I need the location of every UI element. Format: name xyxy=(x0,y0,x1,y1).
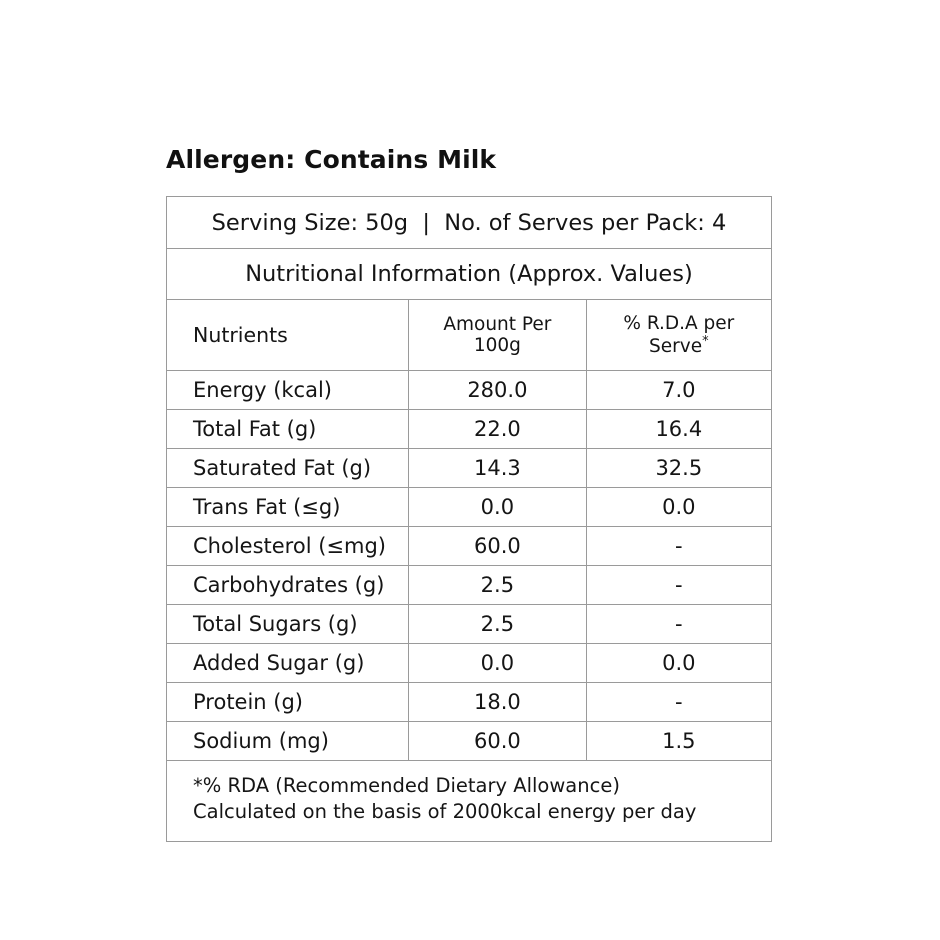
table-row xyxy=(167,527,771,566)
table-row xyxy=(167,488,771,527)
nutrient-amount: 14.3 xyxy=(409,449,587,488)
nutrient-rda: - xyxy=(586,605,771,644)
table-row xyxy=(167,410,771,449)
nutrient-name: Total Sugars (g) xyxy=(167,605,409,644)
rda-footnote-line-2: Calculated on the basis of 2000kcal energy per day xyxy=(193,799,697,823)
nutrient-name: Energy (kcal) xyxy=(167,371,409,410)
nutrient-name: Trans Fat (≤g) xyxy=(167,488,409,527)
column-header-nutrients: Nutrients xyxy=(167,300,409,371)
table-row xyxy=(167,605,771,644)
column-header-rda-asterisk: * xyxy=(702,334,709,349)
table-row xyxy=(167,449,771,488)
nutrient-rda: 16.4 xyxy=(586,410,771,449)
column-header-rda-label: % R.D.A per Serve xyxy=(623,313,735,358)
nutrient-amount: 2.5 xyxy=(409,566,587,605)
nutrition-panel xyxy=(166,196,772,842)
nutrient-rda: - xyxy=(586,683,771,722)
nutrient-rda: 0.0 xyxy=(586,644,771,683)
table-row xyxy=(167,722,771,761)
column-header-rda xyxy=(586,300,771,371)
nutrient-amount: 22.0 xyxy=(409,410,587,449)
table-row xyxy=(167,644,771,683)
nutrient-rda: - xyxy=(586,527,771,566)
table-row xyxy=(167,371,771,410)
nutrient-amount: 60.0 xyxy=(409,527,587,566)
nutrient-name: Carbohydrates (g) xyxy=(167,566,409,605)
nutrient-rda: 0.0 xyxy=(586,488,771,527)
serving-size-line: Serving Size: 50g | No. of Serves per Pack: 4 xyxy=(167,197,771,249)
table-row xyxy=(167,683,771,722)
nutrient-rda: - xyxy=(586,566,771,605)
allergen-statement: Allergen: Contains Milk xyxy=(166,145,497,174)
nutrition-table-body xyxy=(167,371,771,761)
nutrient-name: Added Sugar (g) xyxy=(167,644,409,683)
rda-footnote xyxy=(167,761,771,840)
nutrient-amount: 0.0 xyxy=(409,644,587,683)
nutrient-name: Cholesterol (≤mg) xyxy=(167,527,409,566)
nutrient-rda: 1.5 xyxy=(586,722,771,761)
rda-footnote-line-1: *% RDA (Recommended Dietary Allowance) xyxy=(193,774,620,798)
nutrient-name: Saturated Fat (g) xyxy=(167,449,409,488)
nutrient-name: Protein (g) xyxy=(167,683,409,722)
nutrient-name: Sodium (mg) xyxy=(167,722,409,761)
column-header-amount: Amount Per 100g xyxy=(409,300,587,371)
nutrient-rda: 7.0 xyxy=(586,371,771,410)
table-header-row xyxy=(167,300,771,371)
nutrient-amount: 280.0 xyxy=(409,371,587,410)
nutrition-table-head xyxy=(167,300,771,371)
nutrient-amount: 2.5 xyxy=(409,605,587,644)
nutrient-amount: 0.0 xyxy=(409,488,587,527)
nutrition-table xyxy=(167,300,771,761)
nutrition-panel-title: Nutritional Information (Approx. Values) xyxy=(167,249,771,300)
nutrient-amount: 60.0 xyxy=(409,722,587,761)
nutrient-amount: 18.0 xyxy=(409,683,587,722)
nutrient-name: Total Fat (g) xyxy=(167,410,409,449)
table-row xyxy=(167,566,771,605)
nutrient-rda: 32.5 xyxy=(586,449,771,488)
